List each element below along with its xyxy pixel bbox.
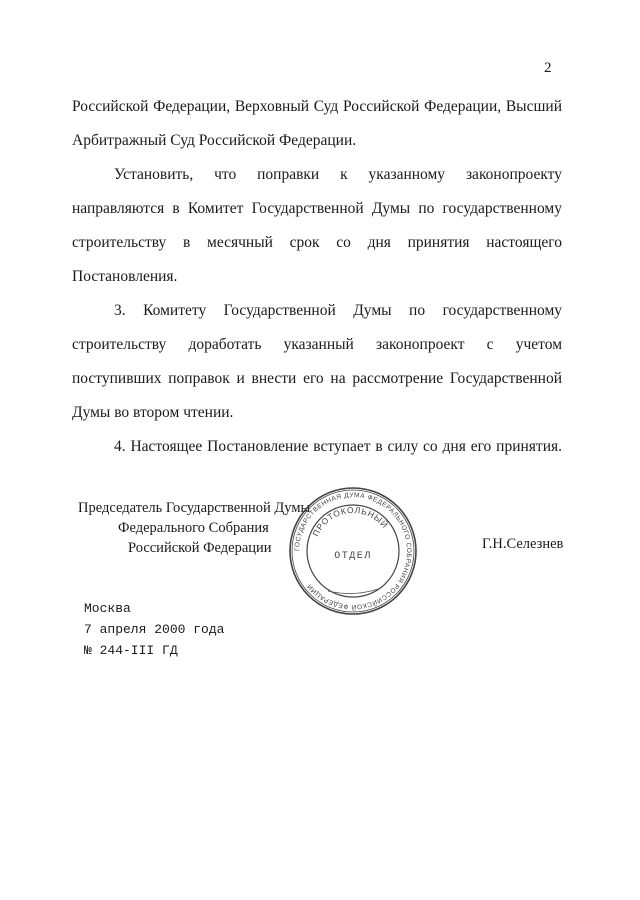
paragraph-3: 3. Комитету Государственной Думы по государственному строительству доработать указанный законопроект с учетом поступивших поправок и внести его на рассмотрение Государственной Думы во втором чтении. bbox=[72, 302, 562, 421]
official-stamp bbox=[288, 486, 418, 616]
signature-title-line1: Председатель Государственной Думы bbox=[78, 500, 311, 516]
page-number: 2 bbox=[544, 60, 552, 76]
meta-number: № 244-III ГД bbox=[84, 643, 178, 658]
stamp-outer-text: ГОСУДАРСТВЕННАЯ ДУМА ФЕДЕРАЛЬНОГО СОБРАНИЯ РОССИЙСКОЙ ФЕДЕРАЦИИ bbox=[293, 491, 413, 611]
signature-title-line2: Федерального Собрания bbox=[118, 520, 269, 536]
signature-block bbox=[78, 498, 310, 558]
paragraph-1: Российской Федерации, Верховный Суд Российской Федерации, Высший Арбитражный Суд Российской Федерации. bbox=[72, 98, 562, 149]
meta-date: 7 апреля 2000 года bbox=[84, 622, 225, 637]
meta-city: Москва bbox=[84, 601, 131, 616]
stamp-center-text: ОТДЕЛ bbox=[334, 551, 372, 562]
document-meta bbox=[84, 598, 224, 661]
paragraph-2: Установить, что поправки к указанному законопроекту направляются в Комитет Государственной Думы по государственному строительству в месячный срок со дня принятия настоящего Постановления. bbox=[72, 166, 562, 285]
signer-name: Г.Н.Селезнев bbox=[482, 536, 564, 552]
document-body bbox=[72, 90, 562, 464]
paragraph-4: 4. Настоящее Постановление вступает в силу со дня его принятия. bbox=[114, 438, 562, 455]
stamp-inner-text: ПРОТОКОЛЬНЫЙ bbox=[310, 504, 391, 538]
signature-title-line3: Российской Федерации bbox=[128, 540, 272, 556]
svg-text:ПРОТОКОЛЬНЫЙ bbox=[310, 505, 391, 538]
